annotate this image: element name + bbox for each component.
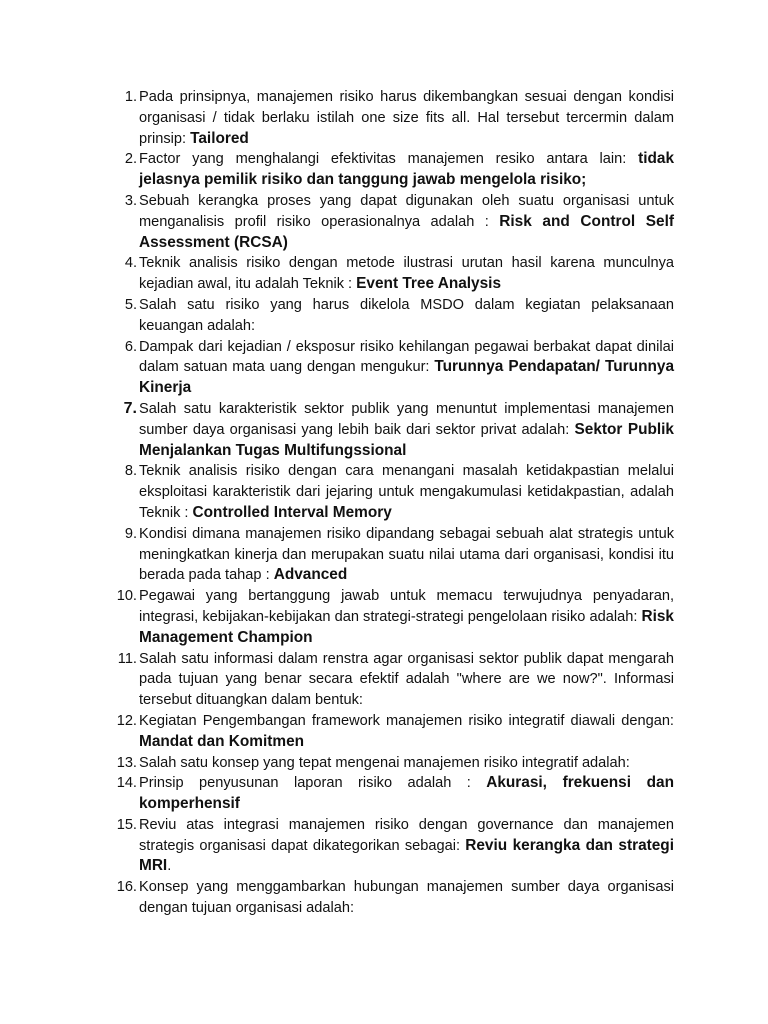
- answer-text: Turunnya Pendapatan/ Turunnya Kinerja: [139, 358, 674, 397]
- item-number: 16.: [116, 879, 137, 896]
- item-number: 11.: [117, 650, 137, 667]
- question-text: Prinsip penyusunan laporan risiko adalah :: [139, 775, 487, 792]
- question-text: Teknik analisis risiko dengan metode ilustrasi urutan hasil karena munculnya kejadian awal, itu adalah Teknik :: [139, 255, 674, 293]
- list-item: [0, 711, 768, 753]
- item-text: [139, 461, 674, 523]
- answer-text: Sektor Publik Menjalankan Tugas Multifungssional: [139, 420, 674, 459]
- answer-text: Advanced: [273, 566, 348, 584]
- list-item: [0, 191, 768, 253]
- item-text: [139, 295, 674, 337]
- item-text: [139, 815, 674, 877]
- question-text: Pegawai yang bertanggung jawab untuk memacu terwujudnya penyadaran, integrasi, kebijakan-kebijakan dan strategi-strategi pengelolaan risiko adalah:: [139, 588, 674, 625]
- list-item: [0, 586, 768, 648]
- answer-text: Event Tree Analysis: [356, 275, 502, 293]
- item-text: [139, 253, 674, 295]
- question-list: [0, 87, 768, 919]
- item-number: 6.: [124, 338, 137, 355]
- question-text: Reviu atas integrasi manajemen risiko dengan governance dan manajemen strategis organisasi dapat dikategorikan sebagai:: [139, 816, 674, 854]
- list-item: [0, 461, 768, 523]
- item-text: [139, 877, 674, 919]
- item-number: 4.: [124, 255, 137, 272]
- list-item: [0, 399, 768, 461]
- question-text: Sebuah kerangka proses yang dapat digunakan oleh suatu organisasi untuk menganalisis profil risiko operasionalnya adalah :: [139, 192, 674, 230]
- answer-text: Controlled Interval Memory: [192, 503, 392, 521]
- answer-text: Tailored: [190, 129, 249, 147]
- list-item: [0, 253, 768, 295]
- list-item: [0, 753, 768, 774]
- item-number: 3.: [124, 192, 137, 209]
- item-text: [139, 586, 674, 648]
- question-text: Salah satu konsep yang tepat mengenai manajemen risiko integratif adalah:: [139, 754, 630, 771]
- item-number: 14.: [116, 775, 137, 792]
- item-number: 7.: [123, 399, 137, 417]
- question-text: Factor yang menghalangi efektivitas manajemen resiko antara lain:: [139, 151, 639, 168]
- question-text: Kondisi dimana manajemen risiko dipandang sebagai sebuah alat strategis untuk meningkatkan kinerja dan merupakan suatu nilai utama dari organisasi, kondisi itu berada pada tahap :: [139, 525, 674, 584]
- item-number: 10.: [116, 588, 137, 605]
- item-text: [139, 711, 674, 753]
- item-text: [139, 337, 674, 399]
- list-item: [0, 87, 768, 149]
- question-text: Salah satu karakteristik sektor publik yang menuntut implementasi manajemen sumber daya organisasi yang lebih baik dari sektor privat adalah:: [139, 400, 674, 438]
- list-item: [0, 524, 768, 586]
- item-text: [139, 773, 674, 815]
- item-text: [139, 649, 674, 711]
- list-item: [0, 649, 768, 711]
- item-text: [139, 753, 674, 774]
- answer-text: Risk Management Champion: [139, 607, 674, 646]
- item-text: [139, 399, 674, 461]
- answer-text: tidak jelasnya pemilik risiko dan tanggung jawab mengelola risiko;: [139, 150, 674, 189]
- item-number: 2.: [124, 151, 137, 168]
- question-text: Teknik analisis risiko dengan cara menangani masalah ketidakpastian melalui eksploitasi karakteristik dari jejaring untuk mengakumulasi ketidakpastian, adalah Teknik :: [139, 463, 674, 521]
- item-number: 1.: [124, 89, 137, 105]
- item-text: [139, 87, 674, 149]
- answer-text: Risk and Control Self Assessment (RCSA): [139, 212, 674, 251]
- answer-text: Mandat dan Komitmen: [139, 732, 305, 750]
- item-text: [139, 524, 674, 586]
- list-item: [0, 295, 768, 337]
- item-number: 15.: [116, 816, 137, 833]
- item-text: [139, 149, 674, 191]
- item-number: 13.: [116, 754, 137, 771]
- answer-text: Akurasi, frekuensi dan komperhensif: [139, 774, 674, 813]
- list-item: [0, 337, 768, 399]
- question-text: Dampak dari kejadian / eksposur risiko kehilangan pegawai berbakat dapat dinilai dalam satuan mata uang dengan mengukur:: [139, 338, 674, 376]
- item-number: 8.: [124, 463, 137, 480]
- item-number: 5.: [124, 296, 137, 313]
- list-item: [0, 877, 768, 919]
- question-text: Kegiatan Pengembangan framework manajemen risiko integratif diawali dengan:: [139, 712, 674, 729]
- question-text: Pada prinsipnya, manajemen risiko harus dikembangkan sesuai dengan kondisi organisasi / tidak berlaku istilah one size fits all. Hal tersebut tercermin dalam prinsip:: [139, 89, 674, 147]
- question-text: Salah satu risiko yang harus dikelola MSDO dalam kegiatan pelaksanaan keuangan adalah:: [139, 296, 674, 334]
- list-item: [0, 149, 768, 191]
- question-text: Salah satu informasi dalam renstra agar organisasi sektor publik dapat mengarah pada tujuan yang benar secara efektif adalah "where are we now?". Informasi tersebut dituangkan dalam bentuk:: [139, 650, 674, 709]
- list-item: [0, 815, 768, 877]
- answer-suffix: .: [167, 858, 172, 875]
- question-text: Konsep yang menggambarkan hubungan manajemen sumber daya organisasi dengan tujuan organisasi adalah:: [139, 879, 674, 917]
- item-number: 12.: [116, 712, 137, 729]
- item-text: [139, 191, 674, 253]
- list-item: [0, 773, 768, 815]
- item-number: 9.: [124, 525, 137, 542]
- answer-text: Reviu kerangka dan strategi MRI: [139, 836, 674, 875]
